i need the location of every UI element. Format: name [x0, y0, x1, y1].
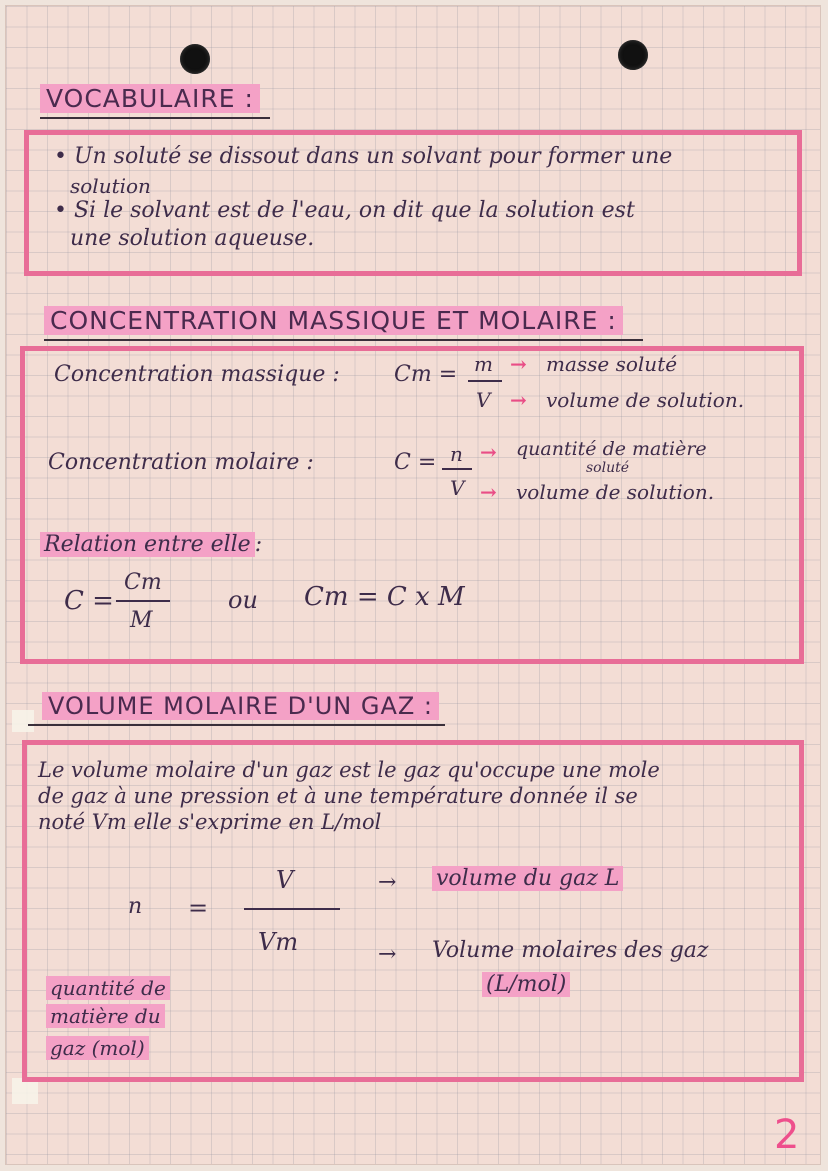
n-desc-text: quantité de	[46, 976, 170, 1000]
fraction-bar	[442, 468, 472, 470]
vocab-line: • Un soluté se dissout dans un solvant pour former une	[54, 144, 673, 169]
vocab-heading	[40, 84, 260, 113]
mass-lhs: Cm =	[394, 362, 458, 387]
molar-den-desc: volume de solution.	[516, 480, 715, 504]
page-number: 2	[774, 1112, 800, 1158]
relation-label-text: Relation entre elle	[40, 532, 255, 557]
vocab-line: une solution aqueuse.	[70, 226, 315, 251]
vocab-line: solution	[70, 174, 151, 198]
relation-numerator: Cm	[124, 570, 162, 595]
n-desc-line	[46, 976, 170, 1000]
fraction-bar	[244, 908, 340, 910]
numerator-desc-text: volume du gaz L	[432, 866, 623, 891]
relation-denominator: M	[130, 608, 153, 633]
arrow-icon: →	[510, 388, 527, 412]
heading-underline	[44, 339, 643, 341]
concentration-heading	[44, 306, 623, 335]
mass-den-desc: volume de solution.	[546, 388, 745, 412]
molar-volume-title: VOLUME MOLAIRE D'UN GAZ :	[42, 692, 439, 720]
concentration-title: CONCENTRATION MASSIQUE ET MOLAIRE :	[44, 306, 623, 335]
vocab-line: • Si le solvant est de l'eau, on dit que la solution est	[54, 198, 635, 223]
n-desc-line	[46, 1036, 149, 1060]
formula-numerator: V	[276, 866, 294, 894]
molar-volume-line: Le volume molaire d'un gaz est le gaz qu'occupe une mole	[38, 758, 660, 782]
molar-concentration-label: Concentration molaire :	[48, 450, 314, 475]
mass-denominator: V	[476, 388, 491, 412]
denominator-unit	[482, 972, 570, 997]
relation-lhs: C =	[64, 586, 114, 616]
molar-num-desc-sub: soluté	[586, 460, 630, 476]
arrow-icon: →	[480, 440, 497, 464]
relation-alt-formula: Cm = C x M	[304, 582, 465, 612]
punch-hole-left	[180, 44, 210, 74]
denominator-desc: Volume molaires des gaz	[432, 938, 709, 963]
formula-lhs: n	[128, 894, 143, 919]
denominator-unit-text: (L/mol)	[482, 972, 570, 997]
mass-num-desc: masse soluté	[546, 352, 678, 376]
n-desc-text: matière du	[46, 1004, 165, 1028]
fraction-bar	[116, 600, 170, 602]
molar-volume-line: noté Vm elle s'exprime en L/mol	[38, 810, 382, 834]
note-card	[6, 6, 820, 1164]
punch-hole-right	[618, 40, 648, 70]
heading-underline	[40, 117, 270, 119]
molar-volume-heading	[42, 692, 439, 720]
molar-num-desc: quantité de matière	[516, 438, 707, 460]
molar-denominator: V	[450, 476, 465, 500]
formula-denominator: Vm	[258, 928, 299, 956]
molar-numerator: n	[450, 442, 463, 466]
arrow-icon: →	[378, 870, 397, 895]
mass-concentration-label: Concentration massique :	[54, 362, 340, 387]
tape-mark	[12, 710, 34, 732]
numerator-desc	[432, 866, 623, 891]
n-desc-line	[46, 1004, 165, 1028]
formula-equals: =	[188, 894, 209, 922]
molar-volume-line: de gaz à une pression et à une température donnée il se	[38, 784, 638, 808]
arrow-icon: →	[480, 480, 497, 504]
relation-label	[40, 532, 262, 557]
heading-underline	[28, 724, 445, 726]
mass-numerator: m	[474, 352, 493, 376]
molar-lhs: C =	[394, 450, 437, 475]
arrow-icon: →	[378, 942, 397, 967]
relation-or: ou	[228, 586, 258, 614]
n-desc-text: gaz (mol)	[46, 1036, 149, 1060]
arrow-icon: →	[510, 352, 527, 376]
fraction-bar	[468, 380, 502, 382]
vocab-title: VOCABULAIRE :	[40, 84, 260, 113]
relation-colon: :	[254, 532, 263, 557]
